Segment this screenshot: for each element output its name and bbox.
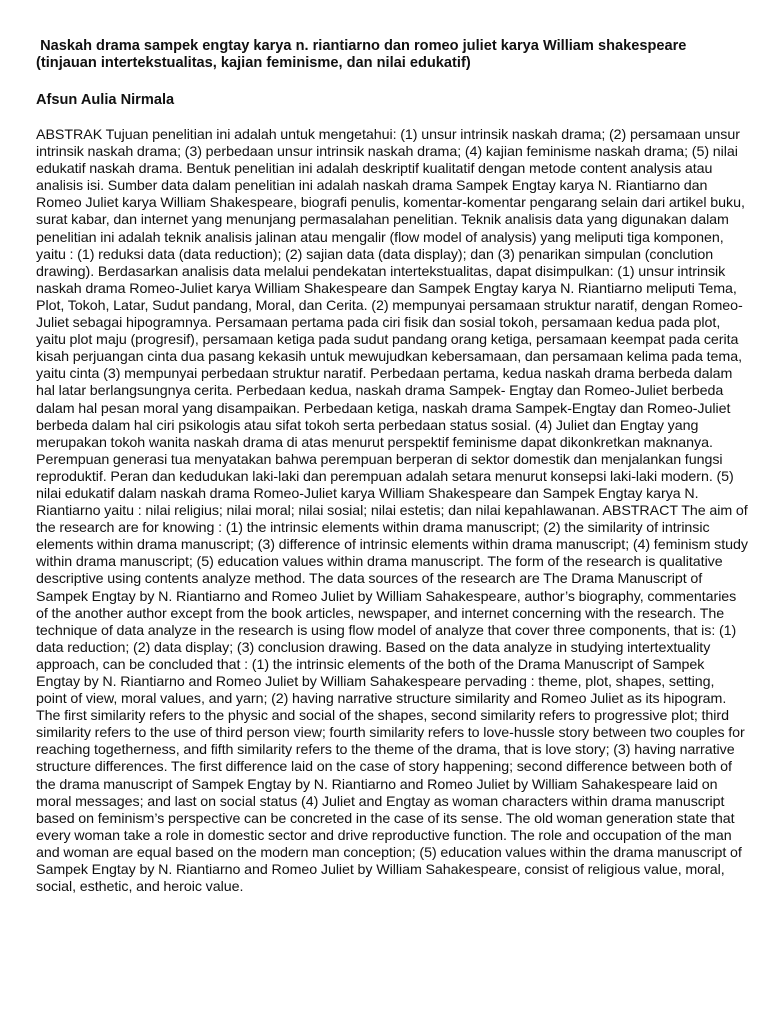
abstract-text: ABSTRAK Tujuan penelitian ini adalah untuk mengetahui: (1) unsur intrinsik naskah drama; (2) persamaan unsur intrinsik naskah drama; (3) perbedaan unsur intrinsik naskah drama; (4) kajian feminisme naskah drama; (5) nilai edukatif naskah drama. Bentuk penelitian ini adalah deskriptif kualitatif dengan metode content analysis atau analisis isi. Sumber data dalam penelitian ini adalah naskah drama Sampek Engtay karya N. Riantiarno dan Romeo Juliet karya William Shakespeare, biografi penulis, komentar-komentar pengarang selain dari artikel buku, surat kabar, dan internet yang menunjang permasalahan penelitian. Teknik analisis data yang digunakan dalam penelitian ini adalah teknik analisis jalinan atau mengalir (flow model of analysis) yang meliputi tiga komponen, yaitu : (1) reduksi data (data reduction); (2) sajian data (data display); dan (3) penarikan simpulan (conclution drawing). Berdasarkan analisis data melalui pendekatan intertekstualitas, dapat disimpulkan: (1) unsur intrinsik naskah drama Romeo-Juliet karya William Shakespeare dan Sampek Engtay karya N. Riantiarno meliputi Tema, Plot, Tokoh, Latar, Sudut pandang, Moral, dan Cerita. (2) mempunyai persamaan struktur naratif, dengan Romeo-Juliet sebagai hipogramnya. Persamaan pertama pada ciri fisik dan sosial tokoh, persamaan kedua pada plot, yaitu plot maju (progresif), persamaan ketiga pada sudut pandang orang ketiga, persamaan keempat pada cerita kisah perjuangan cinta dua pasang kekasih untuk mewujudkan kebersamaan, dan persamaan kelima pada tema, yaitu cinta (3) mempunyai perbedaan struktur naratif. Perbedaan pertama, kedua naskah drama berbeda dalam hal latar berlangsungnya cerita. Perbedaan kedua, naskah drama Sampek- Engtay dan Romeo-Juliet berbeda dalam hal pesan moral yang disampaikan. Perbedaan ketiga, naskah drama Sampek-Engtay dan Romeo-Juliet berbeda dalam hal ciri psikologis atau sifat tokoh serta perbedaan status sosial. (4) Juliet dan Engtay yang merupakan tokoh wanita naskah drama di atas menurut perspektif feminisme dapat dikonkretkan maknanya. Perempuan generasi tua menyatakan bahwa perempuan berperan di sektor domestik dan menjalankan fungsi reproduktif. Peran dan kedudukan laki-laki dan perempuan adalah setara menurut konsepsi laki-laki modern. (5) nilai edukatif dalam naskah drama Romeo-Juliet karya William Shakespeare dan Sampek Engtay karya N. Riantiarno yaitu : nilai religius; nilai moral; nilai sosial; nilai estetis; dan nilai kepahlawanan. ABSTRACT The aim of the research are for knowing : (1) the intrinsic elements within drama manuscript; (2) the similarity of intrinsic elements within drama manuscript; (3) difference of intrinsic elements within drama manuscript; (4) feminism study within drama manuscript; (5) education values within drama manuscript. The form of the research is qualitative descriptive using contents analyze method. The data sources of the research are The Drama Manuscript of Sampek Engtay by N. Riantiarno and Romeo Juliet by William Sahakespeare, author’s biography, commentaries of the another author except from the book articles, newspaper, and internet concerning with the research. The technique of data analyze in the research is using flow model of analyze that cover three components, that is: (1) data reduction; (2) data display; (3) conclusion drawing. Based on the data analyze in studying intertextuality approach, can be concluded that : (1) the intrinsic elements of the both of the Drama Manuscript of Sampek Engtay by N. Riantiarno and Romeo Juliet by William Sahakespeare pervading : theme, plot, shapes, setting, point of view, moral values, and yarn; (2) having narrative structure similarity and Romeo Juliet as its hipogram. The first similarity refers to the physic and social of the shapes, second similarity refers to progressive plot; third similarity refers to the use of third person view; fourth similarity refers to love-hussle story between two couples for reaching togetherness, and fifth similarity refers to the theme of the drama, that is love story; (3) having narrative structure differences. The first difference laid on the case of story happening; second difference between both of the drama manuscript of Sampek Engtay by N. Riantiarno and Romeo Juliet by William Sahakespeare laid on moral messages; and last on social status (4) Juliet and Engtay as woman characters within drama manuscript based on feminism’s perspective can be concreted in the case of its sense. The old woman generation state that every woman take a role in domestic sector and drive reproductive function. The role and occupation of the man and woman are equal based on the modern man conception; (5) education values within the drama manuscript of Sampek Engtay by N. Riantiarno and Romeo Juliet by William Sahakespeare, consist of religious value, moral, social, esthetic, and heroic value. xyxy=(36,127,748,896)
document-title xyxy=(36,38,748,72)
author-name: Afsun Aulia Nirmala xyxy=(36,92,175,108)
title-line-2: (tinjauan intertekstualitas, kajian feminisme, dan nilai edukatif) xyxy=(36,55,471,71)
document-page xyxy=(36,38,748,896)
title-line-1: Naskah drama sampek engtay karya n. riantiarno dan romeo juliet karya William shakespeare xyxy=(36,38,687,54)
